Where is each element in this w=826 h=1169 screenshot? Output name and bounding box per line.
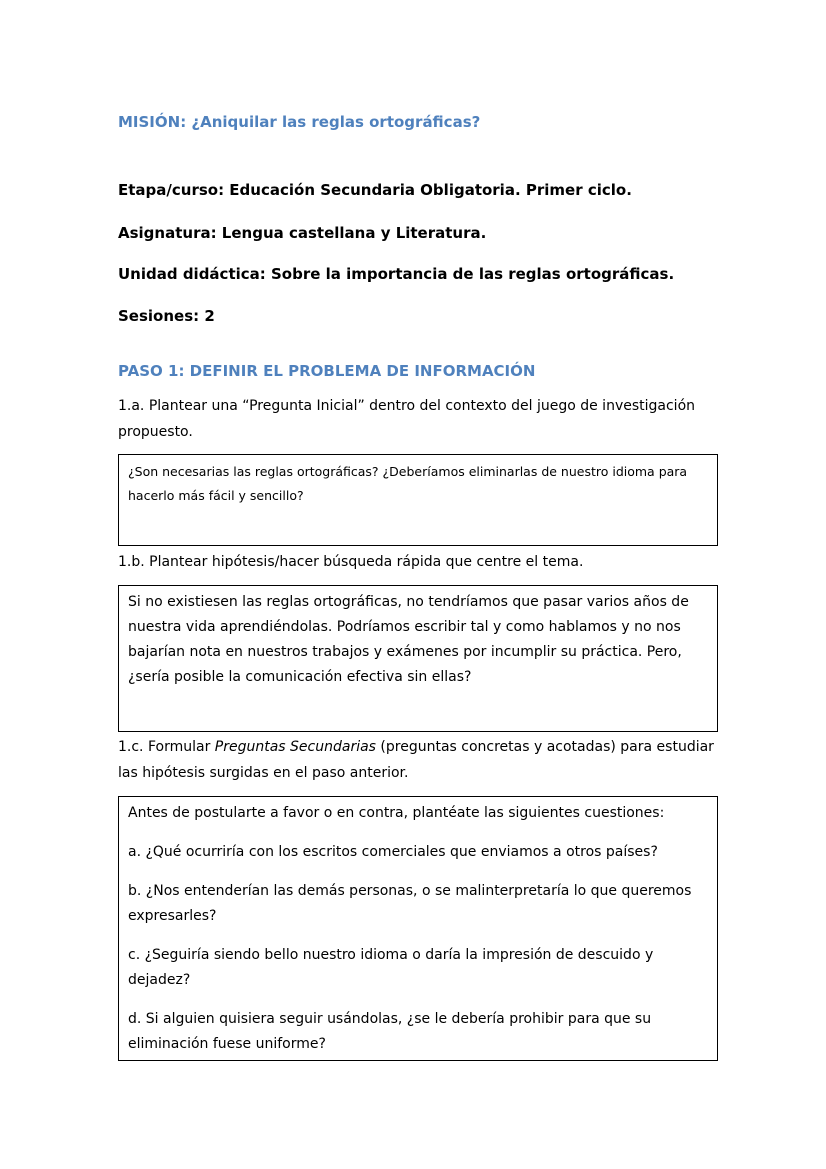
mission-title: MISIÓN: ¿Aniquilar las reglas ortográficas?	[118, 113, 481, 131]
question-item: b. ¿Nos entenderían las demás personas, o se malinterpretaría lo que queremos expresarles?	[128, 883, 692, 924]
question-item: d. Si alguien quisiera seguir usándolas, ¿se le debería prohibir para que su eliminación fuese uniforme?	[128, 1011, 652, 1052]
sesiones: Sesiones: 2	[118, 307, 215, 325]
instruction-1c-suffix: (preguntas concretas y acotadas) para estudiar las hipótesis surgidas en el paso anterior.	[118, 739, 714, 781]
instruction-1a: 1.a. Plantear una “Pregunta Inicial” dentro del contexto del juego de investigación propuesto.	[118, 398, 696, 440]
instruction-1c-prefix: 1.c. Formular	[118, 739, 215, 755]
question-item: c. ¿Seguiría siendo bello nuestro idioma o daría la impresión de descuido y dejadez?	[128, 947, 654, 988]
asignatura: Asignatura: Lengua castellana y Literatura.	[118, 224, 487, 242]
answer-box-1c	[118, 796, 718, 1061]
answer-box-1b	[118, 585, 718, 732]
instruction-1c	[118, 734, 720, 786]
answer-intro-1c: Antes de postularte a favor o en contra, plantéate las siguientes cuestiones:	[128, 805, 665, 821]
unidad-didactica: Unidad didáctica: Sobre la importancia de las reglas ortográficas.	[118, 265, 675, 283]
instruction-1c-italic: Preguntas Secundarias	[214, 739, 376, 755]
answer-box-1a	[118, 454, 718, 546]
answer-text-1b: Si no existiesen las reglas ortográficas, no tendríamos que pasar varios años de nuestra vida aprendiéndolas. Podríamos escribir tal y como hablamos y no nos bajarían nota en nuestros trabajos y exámenes por incumplir su práctica. Pero, ¿sería posible la comunicación efectiva sin ellas?	[128, 594, 689, 685]
answer-text-1a: ¿Son necesarias las reglas ortográficas? ¿Deberíamos eliminarlas de nuestro idioma para hacerlo más fácil y sencillo?	[128, 464, 688, 503]
question-item: a. ¿Qué ocurriría con los escritos comerciales que enviamos a otros países?	[128, 844, 658, 860]
etapa-curso: Etapa/curso: Educación Secundaria Obligatoria. Primer ciclo.	[118, 181, 632, 199]
instruction-1b: 1.b. Plantear hipótesis/hacer búsqueda rápida que centre el tema.	[118, 554, 584, 570]
step-1-title: PASO 1: DEFINIR EL PROBLEMA DE INFORMACIÓN	[118, 362, 536, 380]
